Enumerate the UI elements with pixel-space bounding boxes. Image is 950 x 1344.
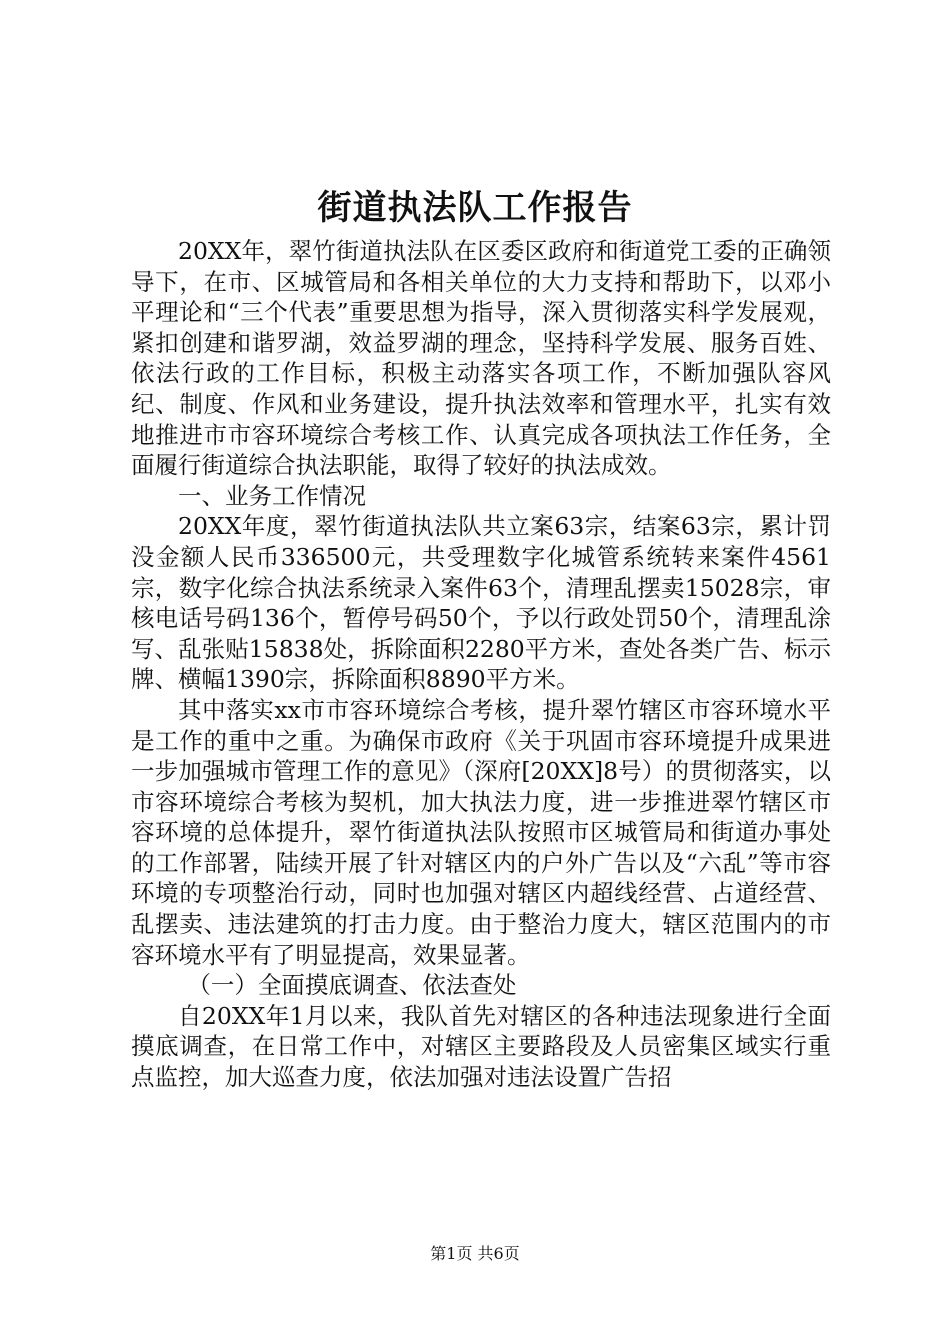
subsection-heading-survey: （一）全面摸底调查、依法查处 (187, 971, 517, 1000)
document-body (131, 236, 831, 1093)
paragraph-intro: 20XX年，翠竹街道执法队在区委区政府和街道党工委的正确领导下，在市、区城管局和各相关单位的大力支持和帮助下，以邓小平理论和“三个代表”重要思想为指导，深入贯彻落实科学发展观，紧扣创建和谐罗湖，效益罗湖的理念，坚持科学发展、服务百姓、依法行政的工作目标，积极主动落实各项工作，不断加强队容风纪、制度、作风和业务建设，提升执法效率和管理水平，扎实有效地推进市市容环境综合考核工作、认真完成各项执法工作任务，全面履行街道综合执法职能，取得了较好的执法成效。 (131, 237, 831, 480)
paragraph-assessment: 其中落实xx市市容环境综合考核，提升翠竹辖区市容环境水平是工作的重中之重。为确保市政府《关于巩固市容环境提升成果进一步加强城市管理工作的意见》（深府[20XX]8号）的贯彻落实，以市容环境综合考核为契机，加大执法力度，进一步推进翠竹辖区市容环境的总体提升，翠竹街道执法队按照市区城管局和街道办事处的工作部署，陆续开展了针对辖区内的户外广告以及“六乱”等市容环境的专项整治行动，同时也加强对辖区内超线经营、占道经营、乱摆卖、违法建筑的打击力度。由于整治力度大，辖区范围内的市容环境水平有了明显提高，效果显著。 (131, 695, 831, 969)
paragraph-survey: 自20XX年1月以来，我队首先对辖区的各种违法现象进行全面摸底调查，在日常工作中，对辖区主要路段及人员密集区域实行重点监控，加大巡查力度，依法加强对违法设置广告招 (131, 1001, 831, 1092)
paragraph-statistics: 20XX年度，翠竹街道执法队共立案63宗，结案63宗，累计罚没金额人民币336500元，共受理数字化城管系统转来案件4561宗，数字化综合执法系统录入案件63个，清理乱摆卖15028宗，审核电话号码136个，暂停号码50个，予以行政处罚50个，清理乱涂写、乱张贴15838处，拆除面积2280平方米，查处各类广告、标示牌、横幅1390宗，拆除面积8890平方米。 (131, 512, 831, 694)
document-title: 街道执法队工作报告 (317, 188, 633, 228)
section-heading-business: 一、业务工作情况 (178, 481, 366, 510)
page-number-footer: 第1页 共6页 (430, 1244, 520, 1263)
